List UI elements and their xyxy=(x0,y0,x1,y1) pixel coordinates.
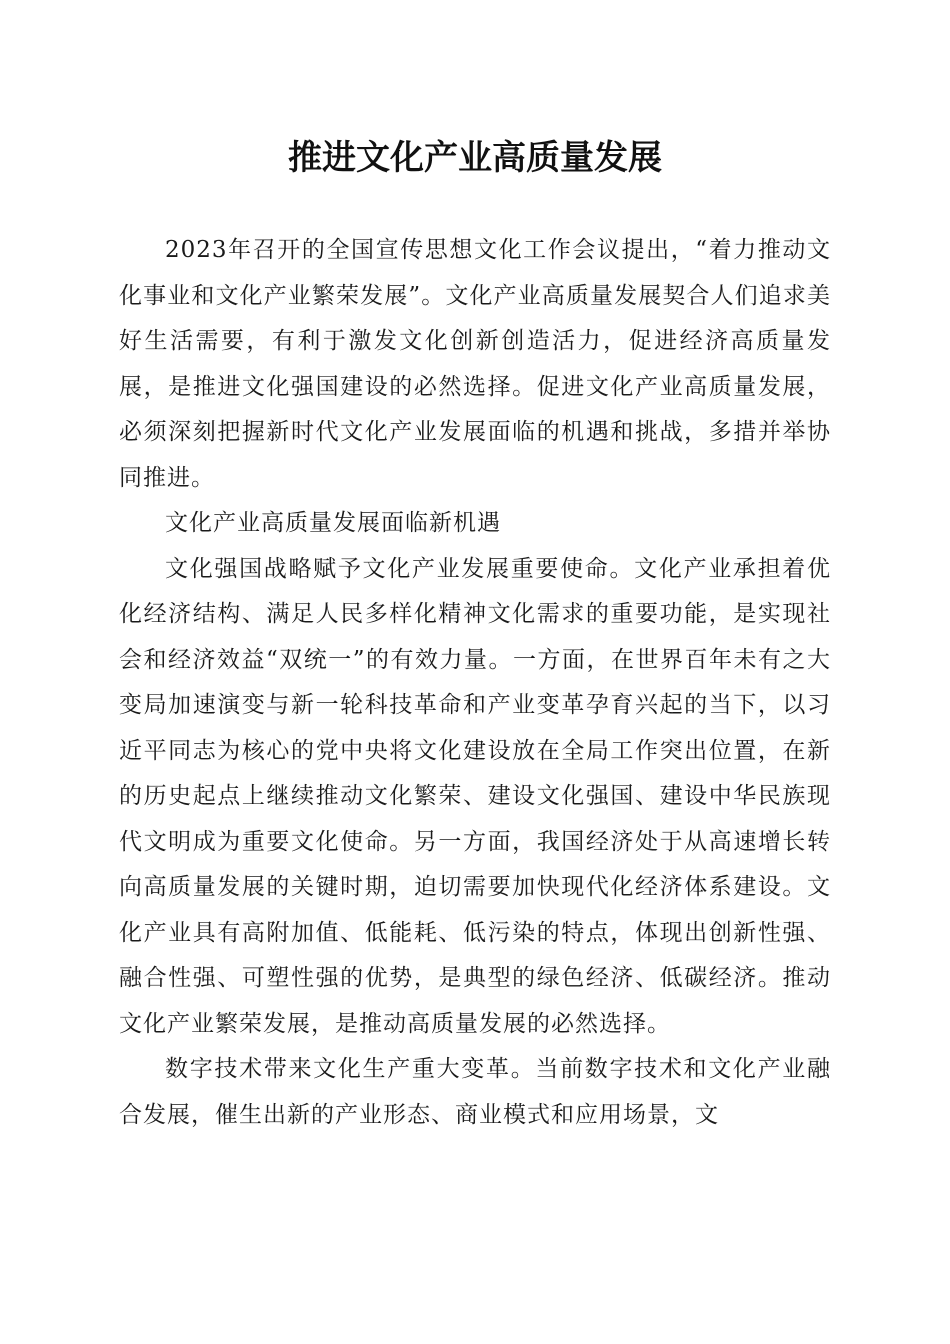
document-title: 推进文化产业高质量发展 xyxy=(288,138,662,178)
document-body xyxy=(119,228,831,1138)
paragraph-digital-technology: 数字技术带来文化生产重大变革。当前数字技术和文化产业融合发展，催生出新的产业形态、商业模式和应用场景，文 xyxy=(119,1056,831,1128)
paragraph-cultural-power-strategy: 文化强国战略赋予文化产业发展重要使命。文化产业承担着优化经济结构、满足人民多样化精神文化需求的重要功能，是实现社会和经济效益“双统一”的有效力量。一方面，在世界百年未有之大变局加速演变与新一轮科技革命和产业变革孕育兴起的当下，以习近平同志为核心的党中央将文化建设放在全局工作突出位置，在新的历史起点上继续推动文化繁荣、建设文化强国、建设中华民族现代文明成为重要文化使命。另一方面，我国经济处于从高速增长转向高质量发展的关键时期，迫切需要加快现代化经济体系建设。文化产业具有高附加值、低能耗、低污染的特点，体现出创新性强、融合性强、可塑性强的优势，是典型的绿色经济、低碳经济。推动文化产业繁荣发展，是推动高质量发展的必然选择。 xyxy=(119,555,831,1037)
paragraph-intro: 2023年召开的全国宣传思想文化工作会议提出，“着力推动文化事业和文化产业繁荣发展”。文化产业高质量发展契合人们追求美好生活需要，有利于激发文化创新创造活力，促进经济高质量发展，是推进文化强国建设的必然选择。促进文化产业高质量发展，必须深刻把握新时代文化产业发展面临的机遇和挑战，多措并举协同推进。 xyxy=(119,237,831,491)
section-heading-opportunities: 文化产业高质量发展面临新机遇 xyxy=(165,510,501,536)
